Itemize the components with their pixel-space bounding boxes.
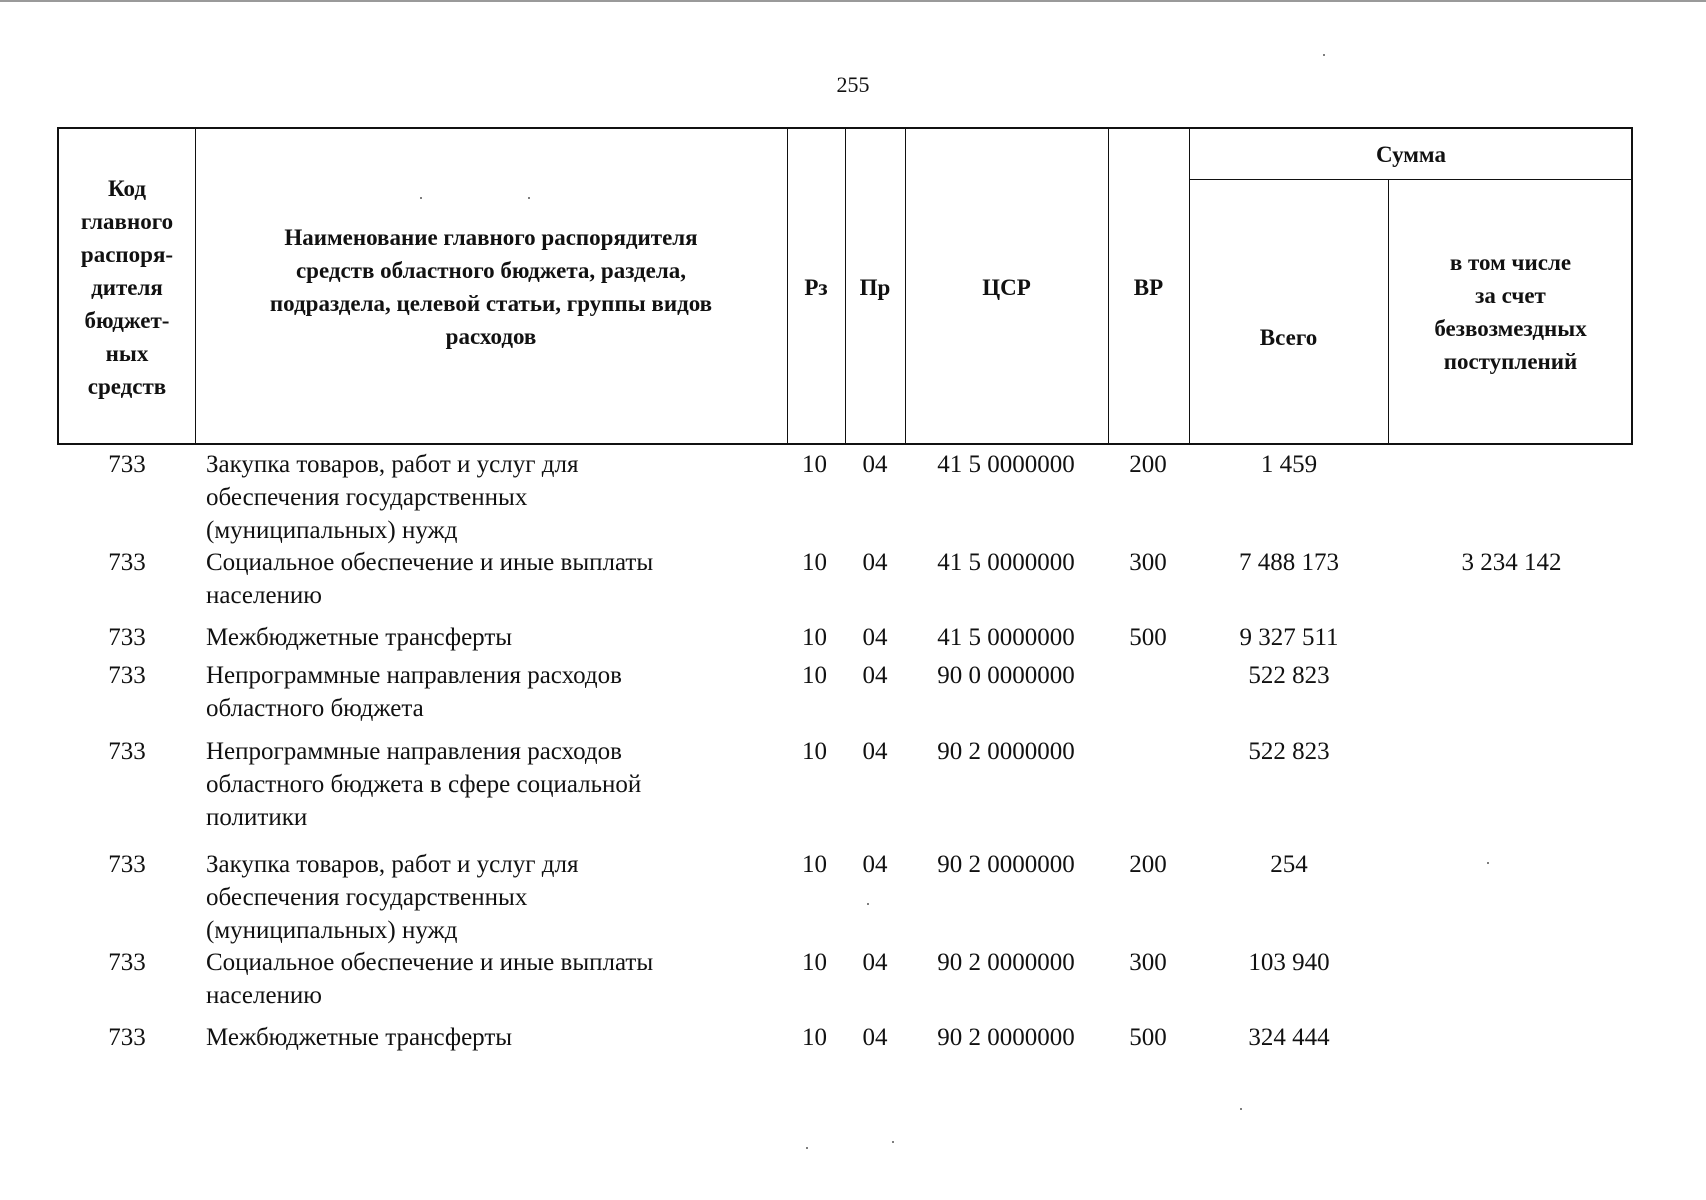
row-rz: 10	[802, 549, 827, 576]
row-total: 324 444	[1248, 1024, 1330, 1051]
row-pr: 04	[862, 624, 888, 651]
header-text-line: в том числе	[1449, 250, 1572, 275]
header-vr: ВР	[1133, 274, 1164, 300]
row-name-line: Непрограммные направления расходов	[206, 738, 622, 765]
row-code: 733	[108, 549, 146, 576]
scan-speck	[1240, 1108, 1242, 1110]
header-text-line: подраздела, целевой статьи, группы видов	[269, 291, 713, 316]
row-total: 103 940	[1248, 949, 1330, 976]
row-name-line: населению	[206, 982, 322, 1009]
row-pr: 04	[862, 851, 888, 878]
header-text-line: за счет	[1475, 283, 1546, 308]
row-pr: 04	[862, 949, 888, 976]
row-name	[206, 546, 776, 612]
row-csr: 90 2 0000000	[937, 949, 1075, 976]
row-name	[206, 946, 776, 1012]
row-name-line: (муниципальных) нужд	[206, 917, 458, 944]
row-name-line: Социальное обеспечение и иные выплаты	[206, 949, 654, 976]
header-text-line: поступлений	[1443, 349, 1578, 374]
row-rz: 10	[802, 451, 827, 478]
scan-speck	[420, 197, 422, 199]
row-name	[206, 448, 776, 547]
row-vr: 300	[1129, 949, 1167, 976]
scan-edge-line	[0, 0, 1706, 2]
row-csr: 90 0 0000000	[937, 662, 1075, 689]
row-total: 522 823	[1248, 738, 1330, 765]
row-name-line: (муниципальных) нужд	[206, 517, 458, 544]
scan-speck	[1487, 862, 1489, 864]
row-rz: 10	[802, 851, 827, 878]
row-total: 9 327 511	[1239, 624, 1339, 651]
row-name	[206, 735, 776, 834]
row-name	[206, 621, 776, 654]
row-code: 733	[108, 851, 146, 878]
row-pr: 04	[862, 1024, 888, 1051]
row-vr: 200	[1129, 451, 1167, 478]
row-name-line: обеспечения государственных	[206, 884, 528, 911]
header-pr: Пр	[859, 274, 891, 300]
row-csr: 41 5 0000000	[937, 549, 1075, 576]
scan-speck	[528, 197, 530, 199]
row-vr: 500	[1129, 1024, 1167, 1051]
header-sum: Сумма	[1376, 141, 1446, 167]
scan-speck	[1323, 54, 1325, 56]
header-text-line: ных	[105, 340, 149, 366]
page-number: 255	[836, 72, 870, 97]
row-pr: 04	[862, 662, 888, 689]
header-text-line: Наименование главного распорядителя	[284, 225, 698, 250]
row-total: 7 488 173	[1239, 549, 1339, 576]
header-csr: ЦСР	[982, 274, 1031, 300]
row-name-line: населению	[206, 582, 322, 609]
header-text-line: бюджет-	[84, 307, 170, 333]
row-rz: 10	[802, 949, 827, 976]
header-text-line: средств	[87, 373, 167, 399]
row-pr: 04	[862, 738, 888, 765]
row-csr: 41 5 0000000	[937, 624, 1075, 651]
row-vr: 300	[1129, 549, 1167, 576]
row-code: 733	[108, 624, 146, 651]
header-text-line: дителя	[91, 274, 163, 300]
header-text-line: главного	[80, 208, 174, 234]
row-name-line: Непрограммные направления расходов	[206, 662, 622, 689]
row-name	[206, 848, 776, 947]
row-code: 733	[108, 662, 146, 689]
row-total: 254	[1270, 851, 1308, 878]
header-text-line: средств областного бюджета, раздела,	[295, 258, 687, 283]
row-name-line: областного бюджета в сфере социальной	[206, 771, 642, 798]
row-name	[206, 1021, 776, 1054]
header-name	[195, 129, 787, 445]
row-name-line: Закупка товаров, работ и услуг для	[206, 851, 579, 878]
row-pr: 04	[862, 451, 888, 478]
row-rz: 10	[802, 738, 827, 765]
row-name-line: Закупка товаров, работ и услуг для	[206, 451, 579, 478]
row-rz: 10	[802, 662, 827, 689]
row-name-line: Социальное обеспечение и иные выплаты	[206, 549, 654, 576]
row-rz: 10	[802, 624, 827, 651]
row-free: 3 234 142	[1461, 549, 1562, 576]
row-rz: 10	[802, 1024, 827, 1051]
row-csr: 90 2 0000000	[937, 1024, 1075, 1051]
row-total: 522 823	[1248, 662, 1330, 689]
row-code: 733	[108, 1024, 146, 1051]
row-csr: 90 2 0000000	[937, 738, 1075, 765]
header-rz: Рз	[804, 274, 828, 300]
header-code	[59, 129, 195, 445]
row-name-line: Межбюджетные трансферты	[206, 624, 513, 651]
row-vr: 500	[1129, 624, 1167, 651]
row-code: 733	[108, 451, 146, 478]
header-text-line: безвозмездных	[1434, 316, 1587, 341]
table-header	[57, 127, 1633, 445]
row-name-line: областного бюджета	[206, 695, 424, 722]
header-total: Всего	[1259, 324, 1318, 350]
scan-speck	[867, 903, 869, 905]
row-name-line: политики	[206, 804, 308, 831]
scan-speck	[892, 1141, 894, 1143]
row-csr: 90 2 0000000	[937, 851, 1075, 878]
row-name-line: обеспечения государственных	[206, 484, 528, 511]
header-text-line: Код	[107, 175, 146, 201]
row-name	[206, 659, 776, 725]
row-name-line: Межбюджетные трансферты	[206, 1024, 513, 1051]
header-free	[1388, 179, 1633, 445]
header-text-line: расходов	[445, 324, 537, 349]
scan-speck	[806, 1147, 808, 1149]
row-total: 1 459	[1260, 451, 1318, 478]
header-text-line: распоря-	[80, 241, 174, 267]
row-pr: 04	[862, 549, 888, 576]
row-vr: 200	[1129, 851, 1167, 878]
row-code: 733	[108, 738, 146, 765]
row-code: 733	[108, 949, 146, 976]
row-csr: 41 5 0000000	[937, 451, 1075, 478]
